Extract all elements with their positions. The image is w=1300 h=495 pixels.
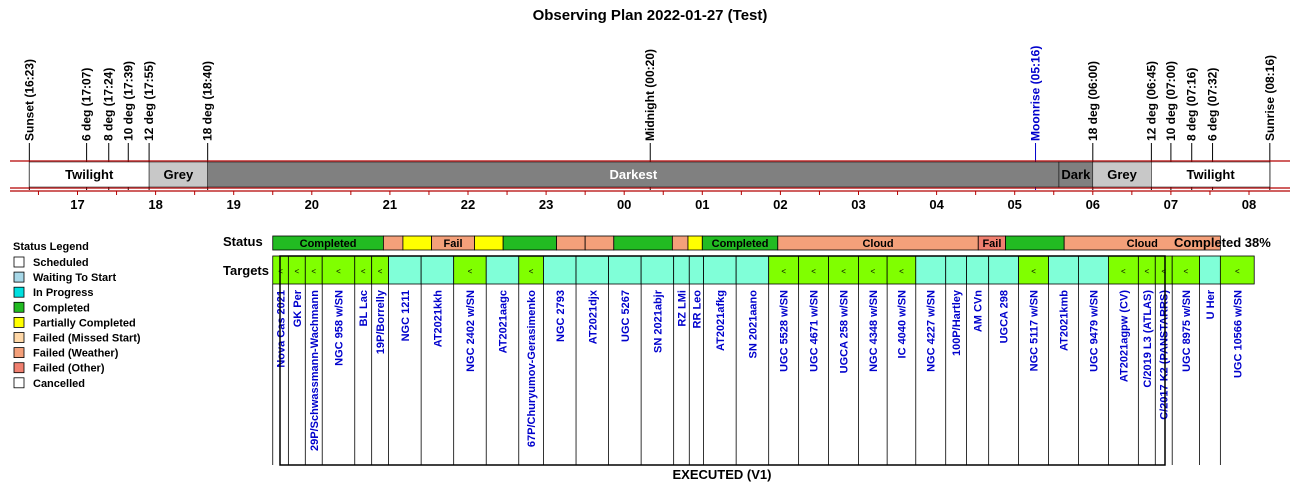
phase-label: Grey	[163, 167, 194, 182]
legend-swatch-partially-completed	[14, 317, 24, 327]
legend-swatch-completed	[14, 302, 24, 312]
status-segment	[672, 236, 688, 250]
hour-label: 05	[1007, 197, 1022, 212]
hour-label: 02	[773, 197, 788, 212]
target-name[interactable]: RZ LMi	[676, 290, 689, 327]
hour-label: 03	[851, 197, 866, 212]
phase-label: Dark	[1061, 167, 1091, 182]
status-segment	[1006, 236, 1065, 250]
target-name[interactable]: IC 4040 w/SN	[896, 290, 909, 359]
target-name[interactable]: UGC 10566 w/SN	[1232, 290, 1245, 379]
event-label: 8 deg (17:24)	[101, 67, 116, 141]
status-segment	[403, 236, 432, 250]
target-name[interactable]: C/2019 L3 (ATLAS)	[1141, 290, 1154, 388]
legend-swatch-waiting-to-start	[14, 272, 24, 282]
target-name[interactable]: Nova Cas 2021	[275, 290, 288, 368]
event-label: 6 deg (07:32)	[1205, 67, 1220, 141]
target-name[interactable]: UGC 5528 w/SN	[778, 290, 791, 372]
target-name[interactable]: NGC 958 w/SN	[333, 290, 346, 366]
phase-label: Twilight	[1186, 167, 1235, 182]
legend-title: Status Legend	[13, 241, 89, 253]
event-label: Midnight (00:20)	[643, 49, 658, 141]
target-block[interactable]	[674, 256, 690, 284]
status-segment	[383, 236, 403, 250]
target-name[interactable]: AM CVn	[972, 290, 985, 333]
target-marker: <	[377, 267, 383, 276]
target-name[interactable]: U Her	[1204, 290, 1217, 320]
hour-label: 18	[148, 197, 163, 212]
legend-item-label: Partially Completed	[33, 317, 136, 330]
target-marker: <	[781, 267, 786, 276]
hour-label: 04	[929, 197, 944, 212]
legend-item-label: Cancelled	[33, 377, 85, 390]
hour-label: 19	[226, 197, 241, 212]
hour-label: 00	[616, 197, 632, 212]
event-label: Sunrise (08:16)	[1262, 54, 1277, 141]
target-name[interactable]: UGCA 298	[998, 289, 1011, 344]
status-bar	[273, 236, 1221, 250]
target-name[interactable]: AT2021agpw (CV)	[1118, 290, 1131, 383]
target-marker: <	[870, 267, 876, 276]
target-marker: <	[528, 267, 534, 276]
legend-item-label: Failed (Missed Start)	[33, 332, 141, 345]
event-label: 12 deg (06:45)	[1144, 60, 1159, 141]
target-marker: <	[1234, 267, 1240, 276]
target-marker: <	[841, 267, 846, 276]
target-name[interactable]: RR Leo	[691, 290, 704, 329]
target-marker: <	[311, 267, 317, 276]
status-segment-label: Cloud	[862, 238, 894, 250]
status-segment-label: Completed	[711, 238, 769, 250]
target-name[interactable]: NGC 1211	[399, 290, 412, 342]
target-name[interactable]: UGC 4671 w/SN	[808, 290, 821, 372]
legend-swatch-failed-missed-start	[14, 333, 24, 343]
target-marker: <	[360, 267, 366, 276]
target-block[interactable]	[543, 256, 576, 284]
target-name[interactable]: AT2021djx	[587, 290, 600, 345]
legend-item-label: Waiting To Start	[33, 272, 117, 285]
target-marker: <	[1121, 267, 1126, 276]
legend-item-label: Failed (Other)	[33, 362, 105, 375]
twilight-phase-band	[10, 161, 1290, 188]
event-label: Sunset (16:23)	[22, 58, 37, 141]
phase-label: Grey	[1107, 167, 1137, 182]
target-name[interactable]: UGC 8975 w/SN	[1180, 290, 1193, 372]
target-block[interactable]	[1049, 256, 1079, 284]
hour-label: 23	[538, 197, 554, 212]
status-summary: Completed 38%	[1174, 235, 1271, 250]
target-name[interactable]: NGC 2402 w/SN	[464, 290, 477, 372]
event-label: 18 deg (06:00)	[1085, 60, 1100, 141]
status-segment-label: Fail	[443, 238, 463, 250]
plan-version-label: EXECUTED (V1)	[672, 467, 772, 482]
hour-label: 01	[695, 197, 710, 212]
phase-label: Twilight	[65, 167, 114, 182]
target-name[interactable]: NGC 5117 w/SN	[1028, 290, 1041, 372]
target-name[interactable]: AT2021kkh	[432, 290, 445, 348]
target-marker: <	[336, 267, 341, 276]
target-marker: <	[811, 267, 816, 276]
target-block[interactable]	[704, 256, 737, 284]
target-block[interactable]	[989, 256, 1019, 284]
target-name[interactable]: GK Per	[291, 290, 304, 328]
hour-label: 20	[304, 197, 320, 212]
status-segment-label: Fail	[982, 238, 1002, 250]
target-block[interactable]	[1200, 256, 1221, 284]
target-name[interactable]: AT2021afkg	[714, 290, 727, 351]
target-name[interactable]: 100P/Hartley	[951, 290, 964, 357]
status-segment-label: Cloud	[1126, 238, 1158, 250]
target-name[interactable]: NGC 4348 w/SN	[867, 290, 880, 372]
legend-swatch-scheduled	[14, 257, 24, 267]
status-segment	[614, 236, 673, 250]
target-name[interactable]: AT2021aagc	[497, 289, 510, 354]
targets-row-label: Targets	[223, 263, 269, 278]
target-name[interactable]: NGC 4227 w/SN	[925, 290, 938, 372]
page-title: Observing Plan 2022-01-27 (Test)	[532, 7, 768, 24]
event-label: 12 deg (17:55)	[142, 60, 157, 141]
status-segment-label: Completed	[299, 238, 357, 250]
target-name[interactable]: NGC 2793	[554, 290, 567, 342]
target-marker: <	[899, 267, 904, 276]
targets-bar	[273, 256, 1254, 465]
target-block[interactable]	[609, 256, 642, 284]
target-block[interactable]	[736, 256, 769, 284]
target-block[interactable]	[421, 256, 454, 284]
hour-label: 08	[1241, 197, 1257, 212]
target-marker: <	[467, 267, 473, 276]
phase-label: Darkest	[609, 167, 658, 182]
hour-label: 22	[460, 197, 476, 212]
target-name[interactable]: 67P/Churyumov-Gerasimenko	[526, 290, 539, 448]
target-name[interactable]: SN 2021aano	[747, 290, 760, 359]
legend-item-label: Completed	[33, 302, 90, 315]
event-label: 10 deg (17:39)	[121, 60, 136, 141]
target-name[interactable]: 29P/Schwassmann-Wachmann	[308, 290, 321, 451]
legend-swatch-failed-other	[14, 363, 24, 373]
target-marker: <	[1031, 267, 1036, 276]
target-name[interactable]: UGC 5267	[619, 290, 632, 342]
target-block[interactable]	[689, 256, 703, 284]
target-name[interactable]: AT2021kmb	[1058, 290, 1071, 351]
status-segment	[475, 236, 504, 250]
target-marker: <	[1161, 267, 1167, 276]
target-block[interactable]	[916, 256, 946, 284]
target-block[interactable]	[1078, 256, 1108, 284]
hour-label: 07	[1163, 197, 1179, 212]
event-label: 10 deg (07:00)	[1163, 60, 1178, 141]
hour-label: 17	[70, 197, 85, 212]
target-name[interactable]: UGCA 258 w/SN	[838, 290, 851, 374]
hour-label: 21	[382, 197, 398, 212]
legend-swatch-in-progress	[14, 287, 24, 297]
status-legend	[13, 241, 141, 390]
target-name[interactable]: BL Lac	[358, 290, 371, 327]
event-label: Moonrise (05:16)	[1028, 45, 1043, 141]
status-segment	[503, 236, 556, 250]
status-segment	[585, 236, 614, 250]
target-marker: <	[278, 267, 283, 276]
target-marker: <	[1144, 267, 1150, 276]
legend-item-label: Scheduled	[33, 257, 89, 269]
status-segment	[688, 236, 702, 250]
target-name[interactable]: UGC 9479 w/SN	[1088, 290, 1101, 372]
target-name[interactable]: 19P/Borrelly	[375, 290, 388, 355]
legend-swatch-failed-weather	[14, 348, 24, 358]
status-row-label: Status	[223, 234, 263, 249]
hour-label: 06	[1085, 197, 1101, 212]
target-block[interactable]	[389, 256, 422, 284]
event-label: 8 deg (07:16)	[1184, 67, 1199, 141]
target-block[interactable]	[576, 256, 609, 284]
legend-item-label: In Progress	[33, 287, 94, 300]
legend-swatch-cancelled	[14, 378, 24, 388]
target-name[interactable]: SN 2021abjr	[652, 290, 665, 353]
legend-item-label: Failed (Weather)	[33, 347, 119, 360]
target-name[interactable]: C/2017 K2 (PANSTARRS)	[1158, 290, 1171, 420]
target-marker: <	[294, 267, 300, 276]
target-marker: <	[1183, 267, 1189, 276]
target-block[interactable]	[641, 256, 674, 284]
hour-axis	[10, 191, 1290, 212]
target-block[interactable]	[946, 256, 967, 284]
target-block[interactable]	[486, 256, 519, 284]
status-segment	[557, 236, 586, 250]
event-label: 18 deg (18:40)	[200, 60, 215, 141]
target-block[interactable]	[967, 256, 989, 284]
event-label: 6 deg (17:07)	[79, 67, 94, 141]
